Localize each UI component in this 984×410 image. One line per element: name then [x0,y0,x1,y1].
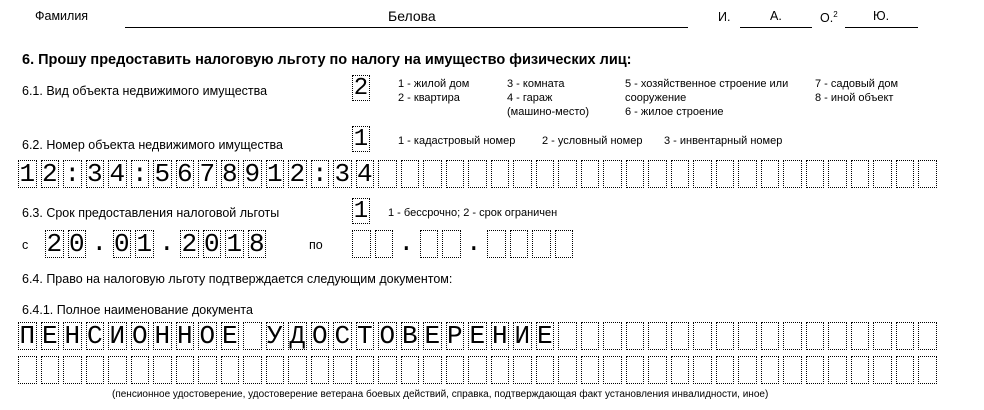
char-cell[interactable] [851,160,870,188]
char-cell[interactable]: Н [491,322,508,350]
char-cell[interactable]: : [311,160,328,188]
separator-cell: . [91,230,108,258]
char-cell[interactable] [487,230,506,258]
char-cell[interactable]: Д [289,322,306,350]
separator-cell: . [398,230,415,258]
char-cell[interactable] [761,356,780,384]
char-cell[interactable]: 4 [109,160,126,188]
s62-opt3: 3 - инвентарный номер [664,135,783,147]
char-cell[interactable]: Е [221,322,238,350]
s63-from-label: с [22,238,29,252]
char-cell[interactable] [851,322,870,350]
char-cell[interactable]: 2 [181,230,198,258]
char-cell[interactable] [513,356,532,384]
char-cell[interactable]: 3 [334,160,351,188]
char-cell[interactable]: Е [469,322,486,350]
char-cell[interactable]: О [131,322,148,350]
char-cell[interactable] [806,322,825,350]
initial-i-label: И. [718,10,731,24]
char-cell[interactable] [401,160,420,188]
char-cell[interactable] [131,356,150,384]
s62-value-cell[interactable]: 1 [353,126,369,153]
char-cell[interactable] [176,356,195,384]
s63-to-date-cells[interactable] [352,230,577,258]
char-cell[interactable] [108,356,127,384]
char-cell[interactable] [536,160,555,188]
char-cell[interactable] [716,322,735,350]
char-cell[interactable] [896,356,915,384]
char-cell[interactable] [603,160,622,188]
char-cell[interactable] [783,322,802,350]
char-cell[interactable]: Е [424,322,441,350]
s62-opt1: 1 - кадастровый номер [398,135,516,147]
char-cell[interactable] [761,160,780,188]
char-cell[interactable] [378,356,397,384]
char-cell[interactable] [86,356,105,384]
char-cell[interactable]: 8 [221,160,238,188]
char-cell[interactable] [626,160,645,188]
char-cell[interactable] [401,356,420,384]
s61-value-cell[interactable]: 2 [353,75,369,102]
char-cell[interactable]: 2 [41,160,58,188]
char-cell[interactable] [468,160,487,188]
s62-opt2: 2 - условный номер [542,135,643,147]
char-cell[interactable] [626,322,645,350]
char-cell[interactable] [558,322,577,350]
s63-label: 6.3. Срок предоставления налоговой льготы [22,206,280,220]
surname-value[interactable]: Белова [388,8,436,24]
char-cell[interactable] [648,356,667,384]
char-cell[interactable] [783,160,802,188]
char-cell[interactable] [513,160,532,188]
char-cell[interactable] [918,322,937,350]
char-cell[interactable] [918,356,937,384]
s63-from-date-cells[interactable] [45,230,270,258]
char-cell[interactable]: 0 [68,230,85,258]
char-cell[interactable]: 1 [226,230,243,258]
char-cell[interactable]: Н [64,322,81,350]
char-cell[interactable] [311,356,330,384]
char-cell[interactable]: Т [356,322,373,350]
char-cell[interactable] [918,160,937,188]
char-cell[interactable] [468,356,487,384]
char-cell[interactable]: 3 [86,160,103,188]
char-cell[interactable] [581,356,600,384]
char-cell[interactable] [153,356,172,384]
initial-o-label: О.$^2$ [820,10,838,26]
char-cell[interactable] [873,356,892,384]
char-cell[interactable] [558,356,577,384]
char-cell[interactable] [738,160,757,188]
char-cell[interactable] [693,322,712,350]
char-cell[interactable]: Е [41,322,58,350]
s61-label: 6.1. Вид объекта недвижимого имущества [22,84,268,98]
char-cell[interactable]: И [109,322,126,350]
char-cell[interactable] [420,230,439,258]
char-cell[interactable]: 1 [266,160,283,188]
char-cell[interactable]: 9 [244,160,261,188]
char-cell[interactable] [738,356,757,384]
separator-cell: . [465,230,482,258]
char-cell[interactable] [18,356,37,384]
char-cell[interactable] [648,322,667,350]
char-cell[interactable] [671,356,690,384]
char-cell[interactable] [491,356,510,384]
char-cell[interactable] [333,356,352,384]
char-cell[interactable]: С [86,322,103,350]
char-cell[interactable] [423,160,442,188]
char-cell[interactable]: О [379,322,396,350]
char-cell[interactable] [671,160,690,188]
char-cell[interactable]: 5 [154,160,171,188]
char-cell[interactable] [716,356,735,384]
char-cell[interactable]: В [401,322,418,350]
char-cell[interactable]: 8 [248,230,265,258]
char-cell[interactable] [288,356,307,384]
char-cell[interactable] [896,322,915,350]
char-cell[interactable] [738,322,757,350]
section-6-title: 6. Прошу предоставить налоговую льготу по налогу на имущество физических лиц: [22,52,632,68]
char-cell[interactable] [716,160,735,188]
s63-options: 1 - бессрочно; 2 - срок ограничен [388,207,558,219]
char-cell[interactable] [536,356,555,384]
s62-label: 6.2. Номер объекта недвижимого имущества [22,138,283,152]
char-cell[interactable] [896,160,915,188]
char-cell[interactable]: Р [446,322,463,350]
char-cell[interactable]: 4 [356,160,373,188]
char-cell[interactable] [693,160,712,188]
char-cell[interactable]: 2 [289,160,306,188]
initial-i-line [740,27,812,28]
s64-label: 6.4. Право на налоговую льготу подтверждается следующим документом: [22,272,453,286]
char-cell[interactable] [532,230,551,258]
char-cell[interactable] [581,322,600,350]
char-cell[interactable] [828,160,847,188]
s61-options-col4: 7 - садовый дом 8 - иной объект [815,78,899,104]
char-cell[interactable] [873,160,892,188]
char-cell[interactable] [783,356,802,384]
char-cell[interactable] [423,356,442,384]
char-cell[interactable] [221,356,240,384]
char-cell[interactable] [806,160,825,188]
s641-footnote: (пенсионное удостоверение, удостоверение ветерана боевых действий, справка, подтверждающая факт установления инвалидности, иное) [112,389,769,400]
char-cell[interactable] [851,356,870,384]
surname-line [125,27,688,28]
char-cell[interactable] [603,322,622,350]
char-cell[interactable] [581,160,600,188]
char-cell[interactable] [603,356,622,384]
s641-label: 6.4.1. Полное наименование документа [22,303,253,317]
char-cell[interactable] [266,356,285,384]
char-cell[interactable]: Н [176,322,193,350]
char-cell[interactable] [806,356,825,384]
initial-o-value[interactable]: Ю. [873,9,890,23]
initial-o-line [845,27,918,28]
char-cell[interactable] [491,160,510,188]
char-cell[interactable]: Е [536,322,553,350]
char-cell[interactable]: Н [154,322,171,350]
initial-i-value[interactable]: А. [770,9,782,23]
char-cell[interactable]: : [131,160,148,188]
s61-options-col3: 5 - хозяйственное строение или сооружение 6 - жилое строение [625,78,789,118]
surname-label: Фамилия [35,9,89,23]
char-cell[interactable] [41,356,60,384]
s641-doc-row1[interactable] [18,322,941,350]
char-cell[interactable] [375,230,394,258]
char-cell[interactable] [356,356,375,384]
char-cell[interactable]: 0 [113,230,130,258]
s62-number-cells[interactable] [18,160,941,188]
s63-to-label: по [309,238,323,252]
char-cell[interactable]: 6 [176,160,193,188]
char-cell[interactable] [198,356,217,384]
char-cell[interactable]: И [514,322,531,350]
char-cell[interactable]: О [199,322,216,350]
char-cell[interactable]: С [334,322,351,350]
char-cell[interactable] [558,160,577,188]
char-cell[interactable]: У [266,322,283,350]
char-cell[interactable] [510,230,529,258]
char-cell[interactable] [378,160,397,188]
char-cell[interactable] [873,322,892,350]
char-cell[interactable]: 1 [136,230,153,258]
char-cell[interactable]: 1 [19,160,36,188]
char-cell[interactable]: 7 [199,160,216,188]
s63-value-cell[interactable]: 1 [353,198,369,225]
char-cell[interactable] [693,356,712,384]
char-cell[interactable]: О [311,322,328,350]
separator-cell: . [158,230,175,258]
char-cell[interactable]: : [64,160,81,188]
char-cell[interactable] [828,322,847,350]
char-cell[interactable] [446,160,465,188]
char-cell[interactable] [352,230,371,258]
char-cell[interactable] [671,322,690,350]
char-cell[interactable] [648,160,667,188]
char-cell[interactable] [446,356,465,384]
s641-doc-row2[interactable] [18,356,941,384]
char-cell[interactable] [243,356,262,384]
char-cell[interactable] [761,322,780,350]
char-cell[interactable]: П [19,322,36,350]
char-cell[interactable] [442,230,461,258]
s61-options-col2: 3 - комната 4 - гараж (машино-место) [507,78,590,118]
s61-options-col1: 1 - жилой дом 2 - квартира [398,78,470,104]
char-cell[interactable] [555,230,574,258]
char-cell[interactable]: 0 [203,230,220,258]
char-cell[interactable] [63,356,82,384]
char-cell[interactable] [243,322,262,350]
char-cell[interactable] [828,356,847,384]
char-cell[interactable]: 2 [46,230,63,258]
char-cell[interactable] [626,356,645,384]
